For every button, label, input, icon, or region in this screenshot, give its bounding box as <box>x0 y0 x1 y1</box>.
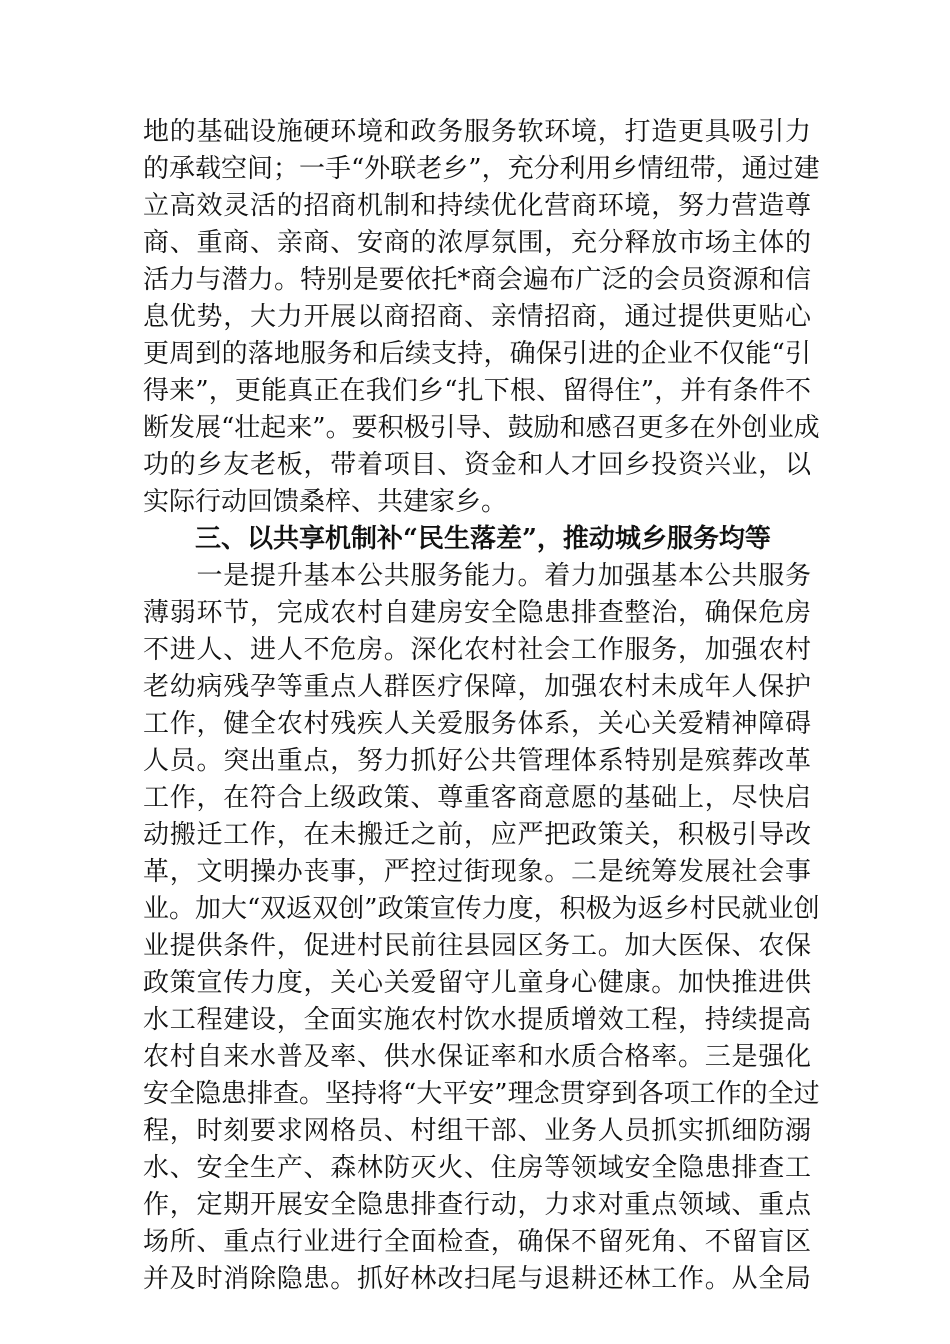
text-line: 水、安全生产、森林防灭火、住房等领域安全隐患排查工 <box>143 1153 811 1183</box>
text-line: 安全隐患排查。坚持将“大平安”理念贯穿到各项工作的全过 <box>143 1079 820 1109</box>
text-line: 立高效灵活的招商机制和持续优化营商环境，努力营造尊 <box>143 191 811 221</box>
text-line: 政策宣传力度，关心关爱留守儿童身心健康。加快推进供 <box>143 968 811 998</box>
text-line: 老幼病残孕等重点人群医疗保障，加强农村未成年人保护 <box>143 672 811 702</box>
text-line: 更周到的落地服务和后续支持，确保引进的企业不仅能“引 <box>143 339 811 369</box>
text-line: 并及时消除隐患。抓好林改扫尾与退耕还林工作。从全局 <box>143 1264 811 1294</box>
text-line: 实际行动回馈桑梓、共建家乡。 <box>143 487 508 517</box>
text-line: 活力与潜力。特别是要依托*商会遍布广泛的会员资源和信 <box>143 265 811 295</box>
section-heading: 三、以共享机制补“民生落差”，推动城乡服务均等 <box>195 524 771 554</box>
text-line: 人员。突出重点，努力抓好公共管理体系特别是殡葬改革 <box>143 746 811 776</box>
text-line: 工作，健全农村残疾人关爱服务体系，关心关爱精神障碍 <box>143 709 811 739</box>
text-line: 作，定期开展安全隐患排查行动，力求对重点领域、重点 <box>143 1190 811 1220</box>
text-line: 水工程建设，全面实施农村饮水提质增效工程，持续提高 <box>143 1005 811 1035</box>
text-line: 革，文明操办丧事，严控过街现象。二是统筹发展社会事 <box>143 857 811 887</box>
document-body <box>143 114 820 1298</box>
text-line: 工作，在符合上级政策、尊重客商意愿的基础上，尽快启 <box>143 783 811 813</box>
text-line: 动搬迁工作，在未搬迁之前，应严把政策关，积极引导改 <box>143 820 811 850</box>
text-line: 一是提升基本公共服务能力。着力加强基本公共服务 <box>143 561 811 591</box>
text-line: 不进人、进人不危房。深化农村社会工作服务，加强农村 <box>143 635 811 665</box>
text-line: 息优势，大力开展以商招商、亲情招商，通过提供更贴心 <box>143 302 811 332</box>
text-line: 得来”，更能真正在我们乡“扎下根、留得住”，并有条件不 <box>143 376 811 406</box>
text-line: 业提供条件，促进村民前往县园区务工。加大医保、农保 <box>143 931 811 961</box>
text-line: 薄弱环节，完成农村自建房安全隐患排查整治，确保危房 <box>143 598 811 628</box>
text-line: 地的基础设施硬环境和政务服务软环境，打造更具吸引力 <box>143 117 811 147</box>
text-line: 农村自来水普及率、供水保证率和水质合格率。三是强化 <box>143 1042 811 1072</box>
text-line: 商、重商、亲商、安商的浓厚氛围，充分释放市场主体的 <box>143 228 811 258</box>
text-line: 功的乡友老板，带着项目、资金和人才回乡投资兴业，以 <box>143 450 811 480</box>
text-line: 的承载空间；一手“外联老乡”，充分利用乡情纽带，通过建 <box>143 154 820 184</box>
text-line: 场所、重点行业进行全面检查，确保不留死角、不留盲区 <box>143 1227 811 1257</box>
text-line: 业。加大“双返双创”政策宣传力度，积极为返乡村民就业创 <box>143 894 820 924</box>
text-line: 断发展“壮起来”。要积极引导、鼓励和感召更多在外创业成 <box>143 413 820 443</box>
text-line: 程，时刻要求网格员、村组干部、业务人员抓实抓细防溺 <box>143 1116 811 1146</box>
